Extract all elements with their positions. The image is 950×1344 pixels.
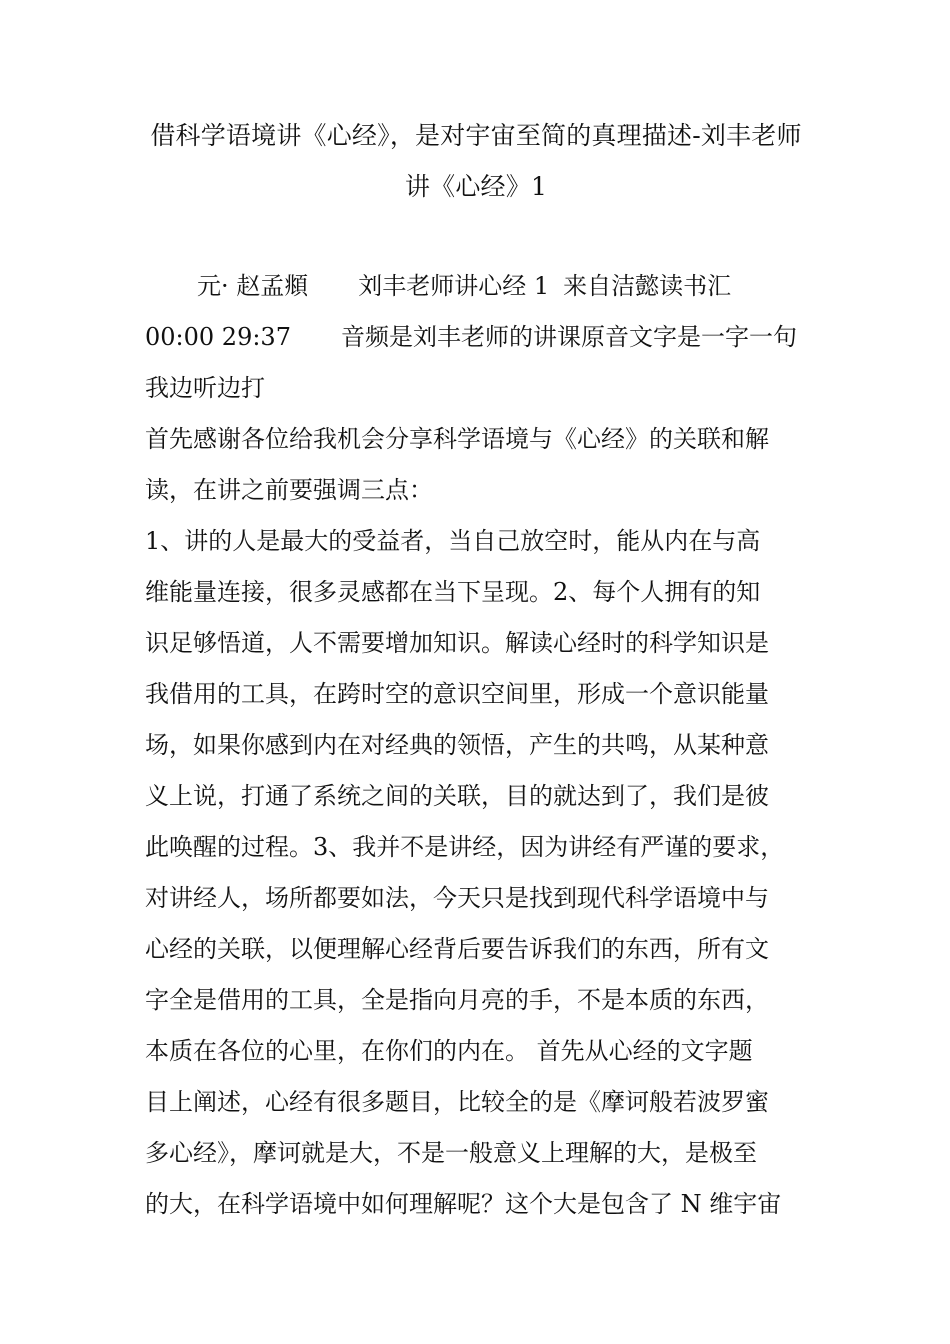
paragraph-line: 首先感谢各位给我机会分享科学语境与《心经》的关联和解 — [145, 425, 769, 453]
paragraph-line: 多心经》，摩诃就是大，不是一般意义上理解的大，是极至 — [145, 1139, 757, 1167]
paragraph-line: 读，在讲之前要强调三点： — [145, 476, 433, 504]
meta-time: 00:00 29:37 — [145, 323, 291, 351]
paragraph-line: 心经的关联，以便理解心经背后要告诉我们的东西，所有文 — [145, 935, 769, 963]
meta-note: 音频是刘丰老师的讲课原音文字是一字一句 — [340, 323, 797, 351]
paragraph-line: 识足够悟道，人不需要增加知识。解读心经时的科学知识是 — [145, 629, 769, 657]
paragraph-line: 对讲经人，场所都要如法，今天只是找到现代科学语境中与 — [145, 884, 769, 912]
title-line-2: 讲《心经》1 — [404, 172, 548, 201]
document-title — [145, 110, 807, 212]
paragraph-line: 的大，在科学语境中如何理解呢？这个大是包含了 N 维宇宙 — [145, 1190, 782, 1218]
paragraph-line: 目上阐述，心经有很多题目，比较全的是《摩诃般若波罗蜜 — [145, 1088, 769, 1116]
title-line-1: 借科学语境讲《心经》，是对宇宙至简的真理描述-刘丰老师 — [150, 121, 802, 150]
meta-source: 来自洁懿读书汇 — [563, 272, 732, 300]
paragraph-line: 我借用的工具，在跨时空的意识空间里，形成一个意识能量 — [145, 680, 769, 708]
meta-episode: 刘丰老师讲心经 1 — [358, 272, 550, 300]
paragraph-line: 场，如果你感到内在对经典的领悟，产生的共鸣，从某种意 — [145, 731, 769, 759]
paragraph-line: 字全是借用的工具，全是指向月亮的手，不是本质的东西， — [145, 986, 769, 1014]
paragraph-line: 维能量连接，很多灵感都在当下呈现。2、每个人拥有的知 — [145, 578, 761, 606]
document-body — [145, 261, 810, 1230]
paragraph-line: 此唤醒的过程。3、我并不是讲经，因为讲经有严谨的要求， — [145, 833, 785, 861]
meta-author: 元· 赵孟頫 — [197, 272, 309, 300]
meta-line — [145, 261, 810, 312]
meta-note-continued: 我边听边打 — [145, 374, 265, 402]
paragraph-line: 义上说，打通了系统之间的关联，目的就达到了，我们是彼 — [145, 782, 769, 810]
paragraph-line: 本质在各位的心里，在你们的内在。 首先从心经的文字题 — [145, 1037, 753, 1065]
meta-time-line — [145, 312, 810, 363]
paragraph-line: 1、讲的人是最大的受益者，当自己放空时，能从内在与高 — [145, 527, 761, 555]
